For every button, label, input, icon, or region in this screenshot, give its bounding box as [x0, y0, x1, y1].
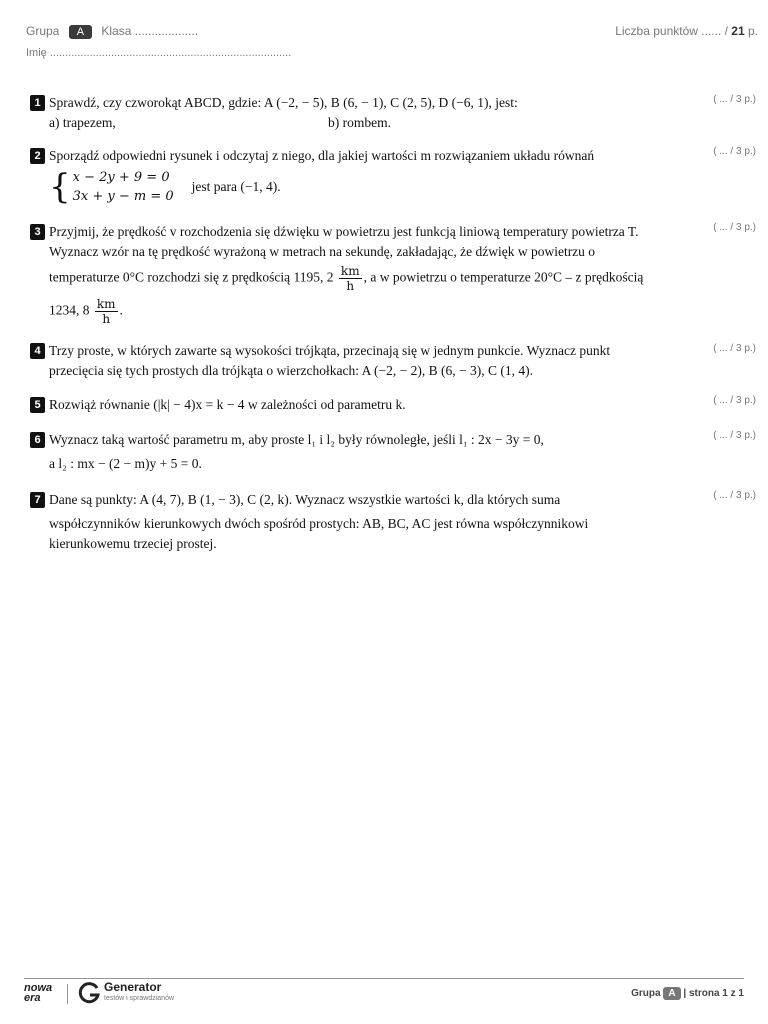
task-5 — [30, 395, 690, 415]
logo-subtitle: testów i sprawdzianów — [104, 995, 175, 1002]
task-line: 1234, 8 — [49, 302, 90, 318]
task-line: przecięcia się tych prostych dla trójkąta o wierzchołkach: A (−2, − 2), B (6, − 3), C (1, 4). — [49, 363, 533, 378]
points-label: Liczba punktów ...... / — [615, 24, 728, 38]
task-number: 4 — [30, 343, 45, 359]
task-points: ( ... / 3 p.) — [713, 343, 756, 354]
points-total: 21 — [731, 24, 745, 38]
task-text: Sprawdź, czy czworokąt ABCD, gdzie: A (−2, − 5), B (6, − 1), C (2, 5), D (−6, 1), jest: — [49, 95, 518, 110]
task-number: 7 — [30, 492, 45, 508]
task-line: Rozwiąż równanie (|k| − 4)x = k − 4 w zależności od parametru k. — [49, 397, 406, 412]
task-points: ( ... / 3 p.) — [713, 222, 756, 233]
footer-logo-generator — [77, 981, 174, 1005]
logo-title: Generator — [104, 980, 162, 994]
points-unit: p. — [747, 24, 758, 38]
generator-g-icon — [77, 981, 101, 1005]
group-label: Grupa — [26, 24, 60, 38]
task-line: . — [119, 302, 123, 318]
header-group — [26, 24, 198, 39]
task-text: Sporządź odpowiedni rysunek i odczytaj z niego, dla jakiej wartości m rozwiązaniem układu równań — [49, 148, 595, 163]
footer-logo-separator — [67, 984, 68, 1004]
task-text-after: jest para (−1, 4). — [191, 179, 281, 194]
task-line: a l₂ : mx − (2 − m)y + 5 = 0. — [49, 456, 202, 471]
task-number: 6 — [30, 432, 45, 448]
footer-logo-nowa-era — [24, 983, 60, 1003]
equation-2: 3x + y − m = 0 — [72, 189, 174, 204]
task-line: Przyjmij, że prędkość v rozchodzenia się dźwięku w powietrzu jest funkcją liniową temperatury powietrza T. — [49, 224, 639, 239]
fraction-km-h: $\frac{km}{h}$ — [96, 297, 116, 326]
task-option-b: b) rombem. — [328, 115, 391, 130]
footer-page-number: | strona 1 z 1 — [683, 988, 744, 999]
task-points: ( ... / 3 p.) — [713, 94, 756, 105]
footer-group-badge: A — [663, 987, 680, 1000]
footer-page-info — [631, 987, 744, 1000]
task-6 — [30, 430, 690, 474]
group-badge: A — [69, 25, 92, 39]
task-option-a: a) trapezem, — [49, 115, 116, 130]
task-points: ( ... / 3 p.) — [713, 395, 756, 406]
class-label: Klasa ................... — [101, 24, 199, 38]
logo-brand-text: nowa era — [24, 982, 53, 1004]
task-7 — [30, 490, 690, 554]
task-points: ( ... / 3 p.) — [713, 490, 756, 501]
task-number: 3 — [30, 224, 45, 240]
equation-1: x − 2y + 9 = 0 — [72, 170, 170, 185]
task-points: ( ... / 3 p.) — [713, 430, 756, 441]
task-2 — [30, 146, 690, 206]
brace-symbol: { — [49, 167, 71, 207]
task-1 — [30, 93, 690, 133]
task-line: Dane są punkty: A (4, 7), B (1, − 3), C (2, k). Wyznacz wszystkie wartości k, dla których suma — [49, 492, 561, 507]
task-line: Wyznacz wzór na tę prędkość wyrażoną w metrach na sekundę, zakładając, że dźwięk w powietrzu o — [49, 244, 596, 259]
task-line: Trzy proste, w których zawarte są wysokości trójkąta, przecinają się w jednym punkcie. Wyznacz punkt — [49, 343, 611, 358]
task-line: współczynników kierunkowych dwóch spośród prostych: AB, BC, AC jest równa współczynnikowi — [49, 516, 589, 531]
task-line: temperaturze 0°C rozchodzi się z prędkością 1195, 2 — [49, 269, 334, 285]
task-line: kierunkowemu trzeciej prostej. — [49, 536, 217, 551]
task-3 — [30, 222, 690, 326]
task-line: , a w powietrzu o temperaturze 20°C – z prędkością — [363, 269, 644, 285]
task-number: 1 — [30, 95, 45, 111]
header-points — [615, 24, 758, 38]
footer-group-label: Grupa — [631, 988, 661, 999]
footer-divider — [24, 978, 744, 979]
task-points: ( ... / 3 p.) — [713, 146, 756, 157]
task-line: Wyznacz taką wartość parametru m, aby proste l₁ i l₂ były równoległe, jeśli l₁ : 2x − 3y = 0, — [49, 432, 544, 447]
name-line: Imię ............................................................................... — [26, 47, 292, 59]
task-number: 2 — [30, 148, 45, 164]
task-number: 5 — [30, 397, 45, 413]
equation-system — [49, 168, 174, 206]
fraction-km-h: $\frac{km}{h}$ — [340, 264, 360, 293]
task-4 — [30, 341, 690, 381]
